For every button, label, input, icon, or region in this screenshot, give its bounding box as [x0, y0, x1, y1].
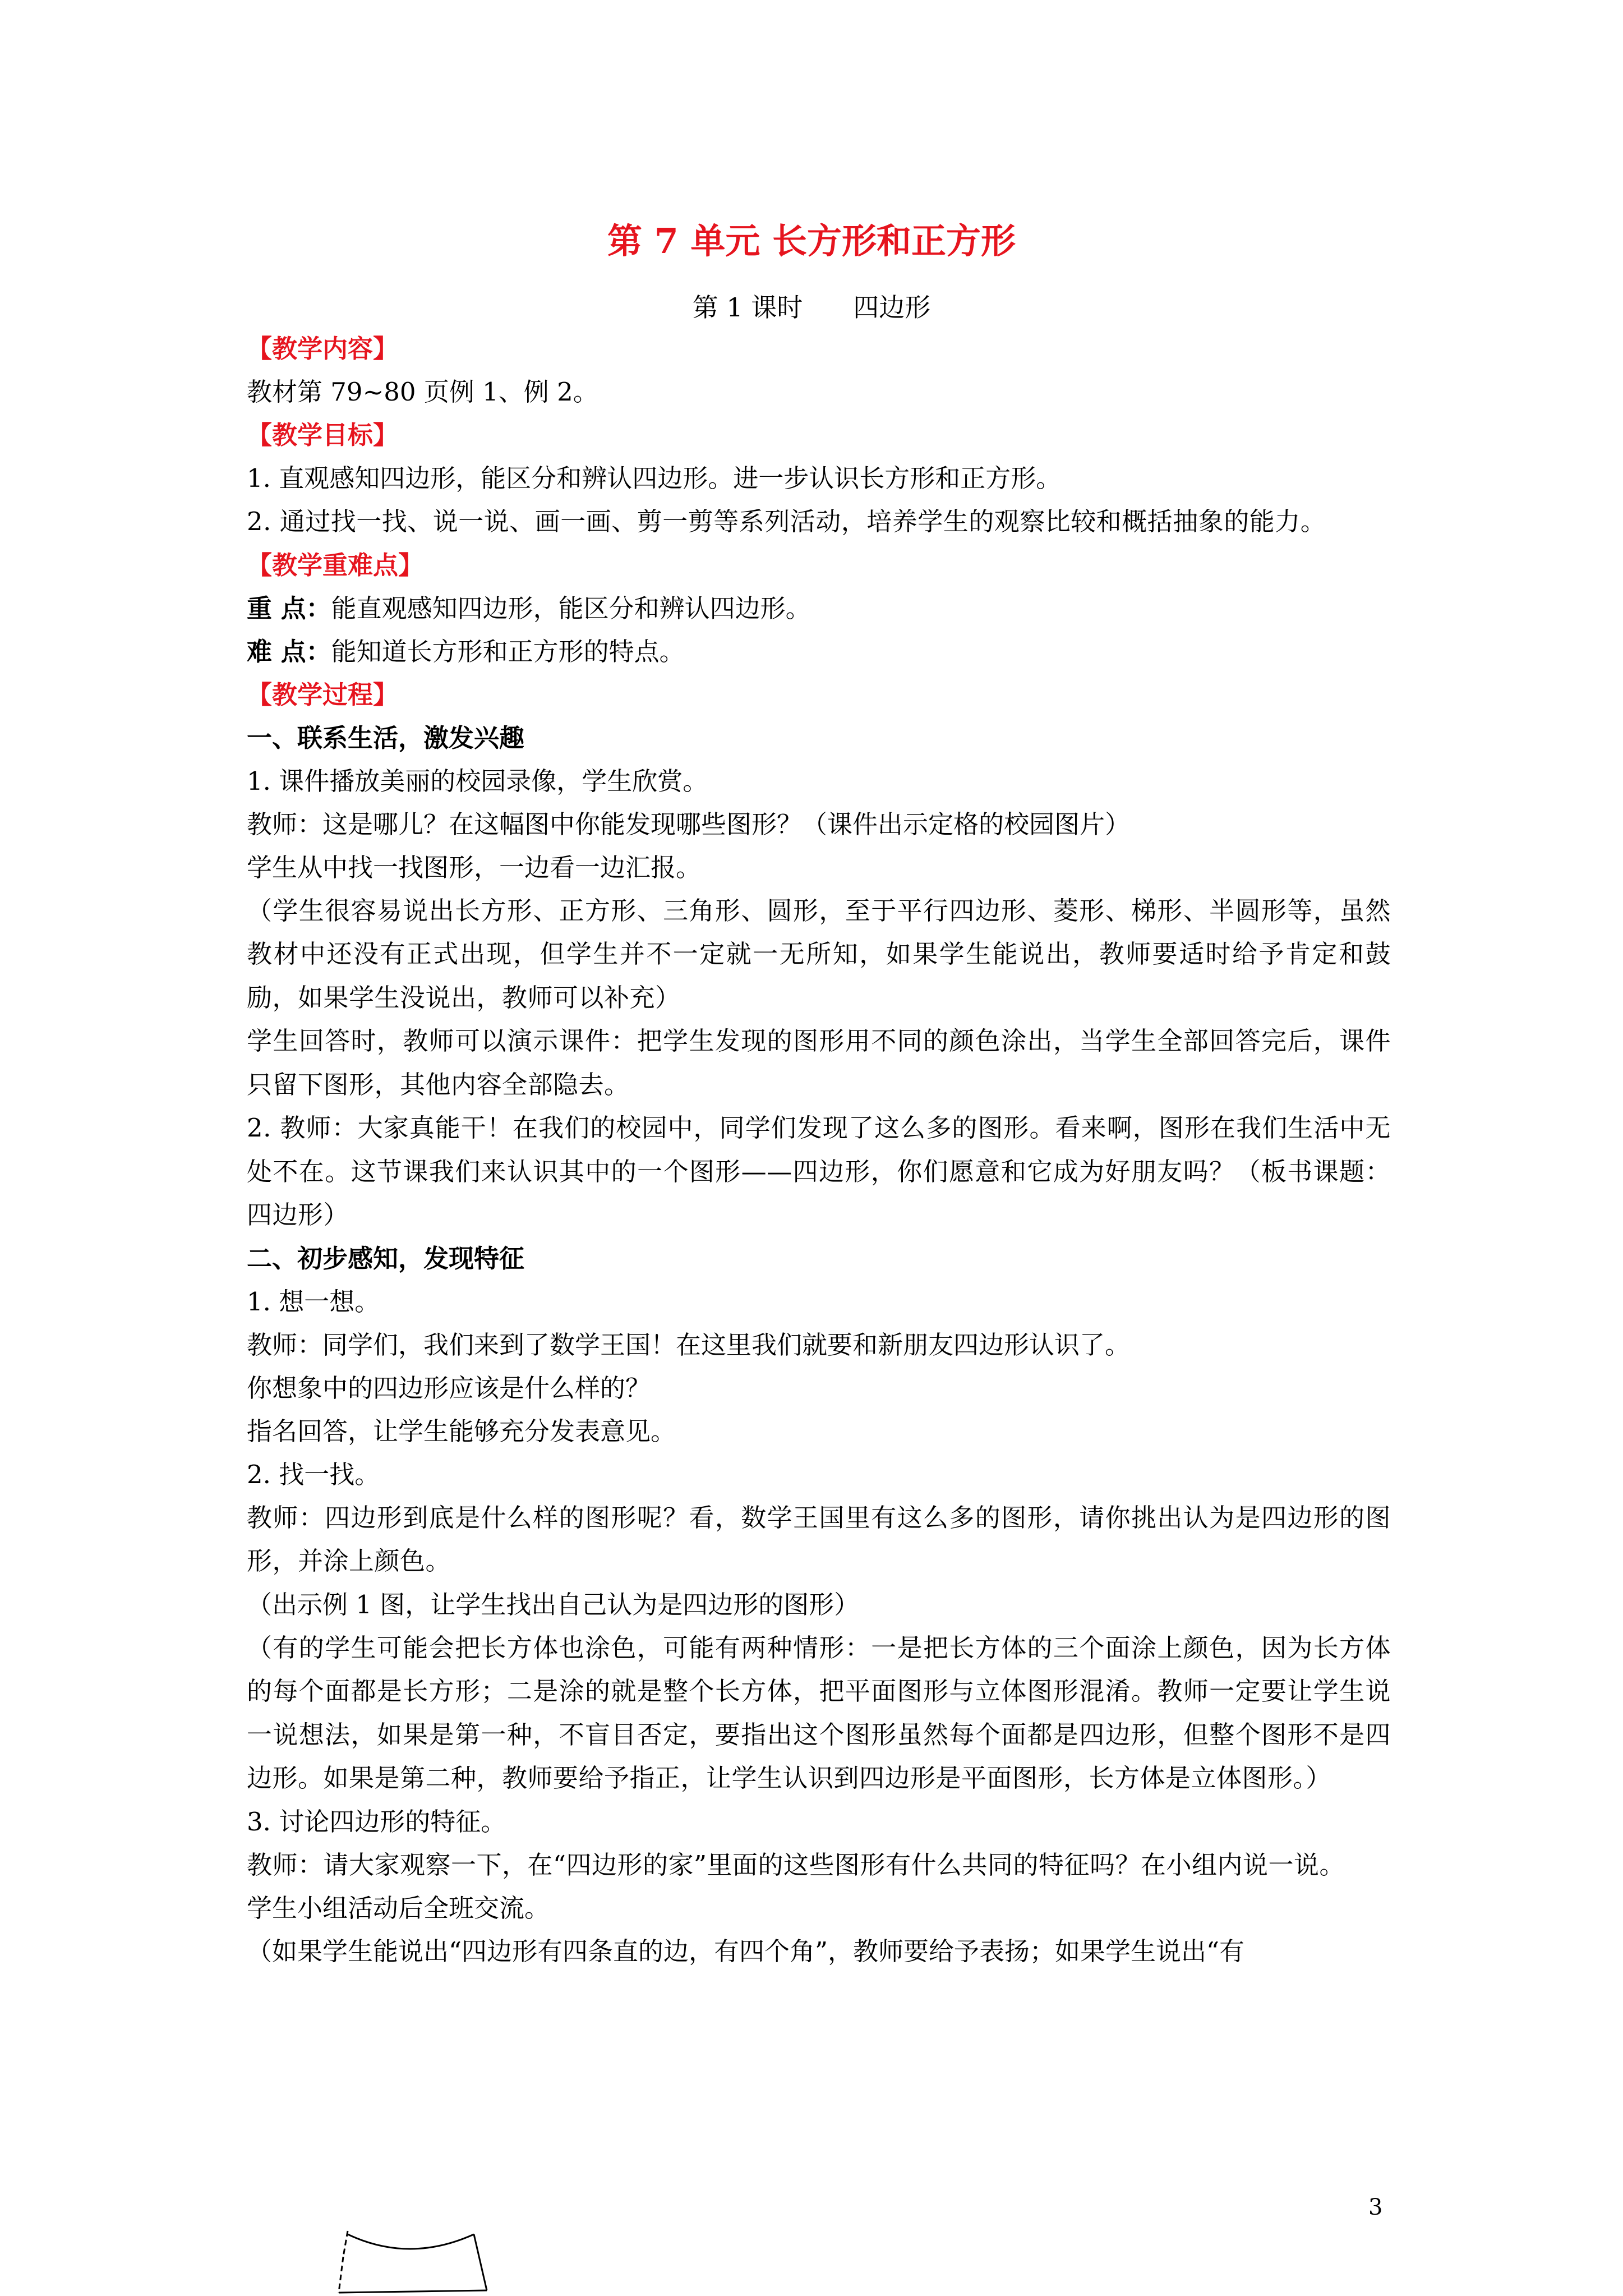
text-line: 指名回答，让学生能够充分发表意见。: [247, 1416, 676, 1446]
text-line: 教师：这是哪儿？在这幅图中你能发现哪些图形？（课件出示定格的校园图片）: [247, 809, 1131, 839]
lesson-subtitle: [0, 285, 1623, 330]
lesson-number: 第 1 课时: [692, 292, 803, 323]
key-point-label: 难 点：: [247, 636, 331, 666]
paragraph: 2. 教师：大家真能干！在我们的校园中，同学们发现了这么多的图形。看来啊，图形在我们生活中无处不在。这节课我们来认识其中的一个图形——四边形，你们愿意和它成为好朋友吗？（板书课题：四边形）: [247, 1113, 1391, 1230]
paragraph: （有的学生可能会把长方体也涂色，可能有两种情形：一是把长方体的三个面涂上颜色，因为长方体的每个面都是长方形；二是涂的就是整个长方体，把平面图形与立体图形混淆。教师一定要让学生说一说想法，如果是第一种，不盲目否定，要指出这个图形虽然每个面都是四边形，但整个图形不是四边形。如果是第二种，教师要给予指正，让学生认识到四边形是平面图形，长方体是立体图形。）: [247, 1632, 1391, 1793]
section-heading: 【教学过程】: [247, 679, 399, 710]
process-step-heading: 二、初步感知，发现特征: [247, 1243, 525, 1273]
text-line: 1. 直观感知四边形，能区分和辨认四边形。进一步认识长方形和正方形。: [247, 463, 1062, 493]
lesson-name: 四边形: [853, 292, 931, 323]
section-heading: 【教学内容】: [247, 334, 399, 364]
paragraph: 2. 通过找一找、说一说、画一画、剪一剪等系列活动，培养学生的观察比较和概括抽象的能力。: [247, 507, 1326, 536]
text-line: 教材第 79~80 页例 1、例 2。: [247, 377, 598, 407]
text-line: 2. 找一找。: [247, 1459, 380, 1489]
document-body: [247, 327, 1391, 1973]
text-line: 3. 讨论四边形的特征。: [247, 1806, 506, 1837]
quadrilateral-sketch-icon: [336, 2230, 494, 2296]
page-title: 第 7 单元 长方形和正方形: [607, 220, 1016, 261]
paragraph: 学生回答时，教师可以演示课件：把学生发现的图形用不同的颜色涂出，当学生全部回答完后，课件只留下图形，其他内容全部隐去。: [247, 1026, 1391, 1099]
paragraph: 教师：四边形到底是什么样的图形呢？看，数学王国里有这么多的图形，请你挑出认为是四边形的图形，并涂上颜色。: [247, 1502, 1391, 1576]
key-point-line: [247, 587, 1391, 630]
text-line: 你想象中的四边形应该是什么样的？: [247, 1373, 651, 1403]
section-heading: 【教学目标】: [247, 420, 399, 450]
paragraph: （学生很容易说出长方形、正方形、三角形、圆形，至于平行四边形、菱形、梯形、半圆形等，虽然教材中还没有正式出现，但学生并不一定就一无所知，如果学生能说出，教师要适时给予肯定和鼓励，如果学生没说出，教师可以补充）: [247, 895, 1391, 1013]
process-step-heading: 一、联系生活，激发兴趣: [247, 723, 525, 753]
text-line: 学生从中找一找图形，一边看一边汇报。: [247, 852, 702, 882]
key-point-label: 重 点：: [247, 593, 331, 623]
key-point-text: 能直观感知四边形，能区分和辨认四边形。: [331, 593, 811, 623]
section-heading: 【教学重难点】: [247, 550, 424, 580]
key-point-line: [247, 630, 1391, 673]
text-line: 学生小组活动后全班交流。: [247, 1893, 550, 1923]
text-line: 教师：同学们，我们来到了数学王国！在这里我们就要和新朋友四边形认识了。: [247, 1329, 1131, 1360]
key-point-text: 能知道长方形和正方形的特点。: [331, 636, 685, 666]
text-line: 1. 想一想。: [247, 1286, 380, 1317]
text-line: 1. 课件播放美丽的校园录像，学生欣赏。: [247, 766, 708, 796]
text-line: （如果学生能说出“四边形有四条直的边，有四个角”，教师要给予表扬；如果学生说出“有: [247, 1936, 1245, 1966]
text-line: （出示例 1 图，让学生找出自己认为是四边形的图形）: [247, 1589, 860, 1619]
paragraph: 教师：请大家观察一下，在“四边形的家”里面的这些图形有什么共同的特征吗？在小组内说一说。: [247, 1849, 1345, 1880]
page-number: 3: [1368, 2194, 1383, 2220]
